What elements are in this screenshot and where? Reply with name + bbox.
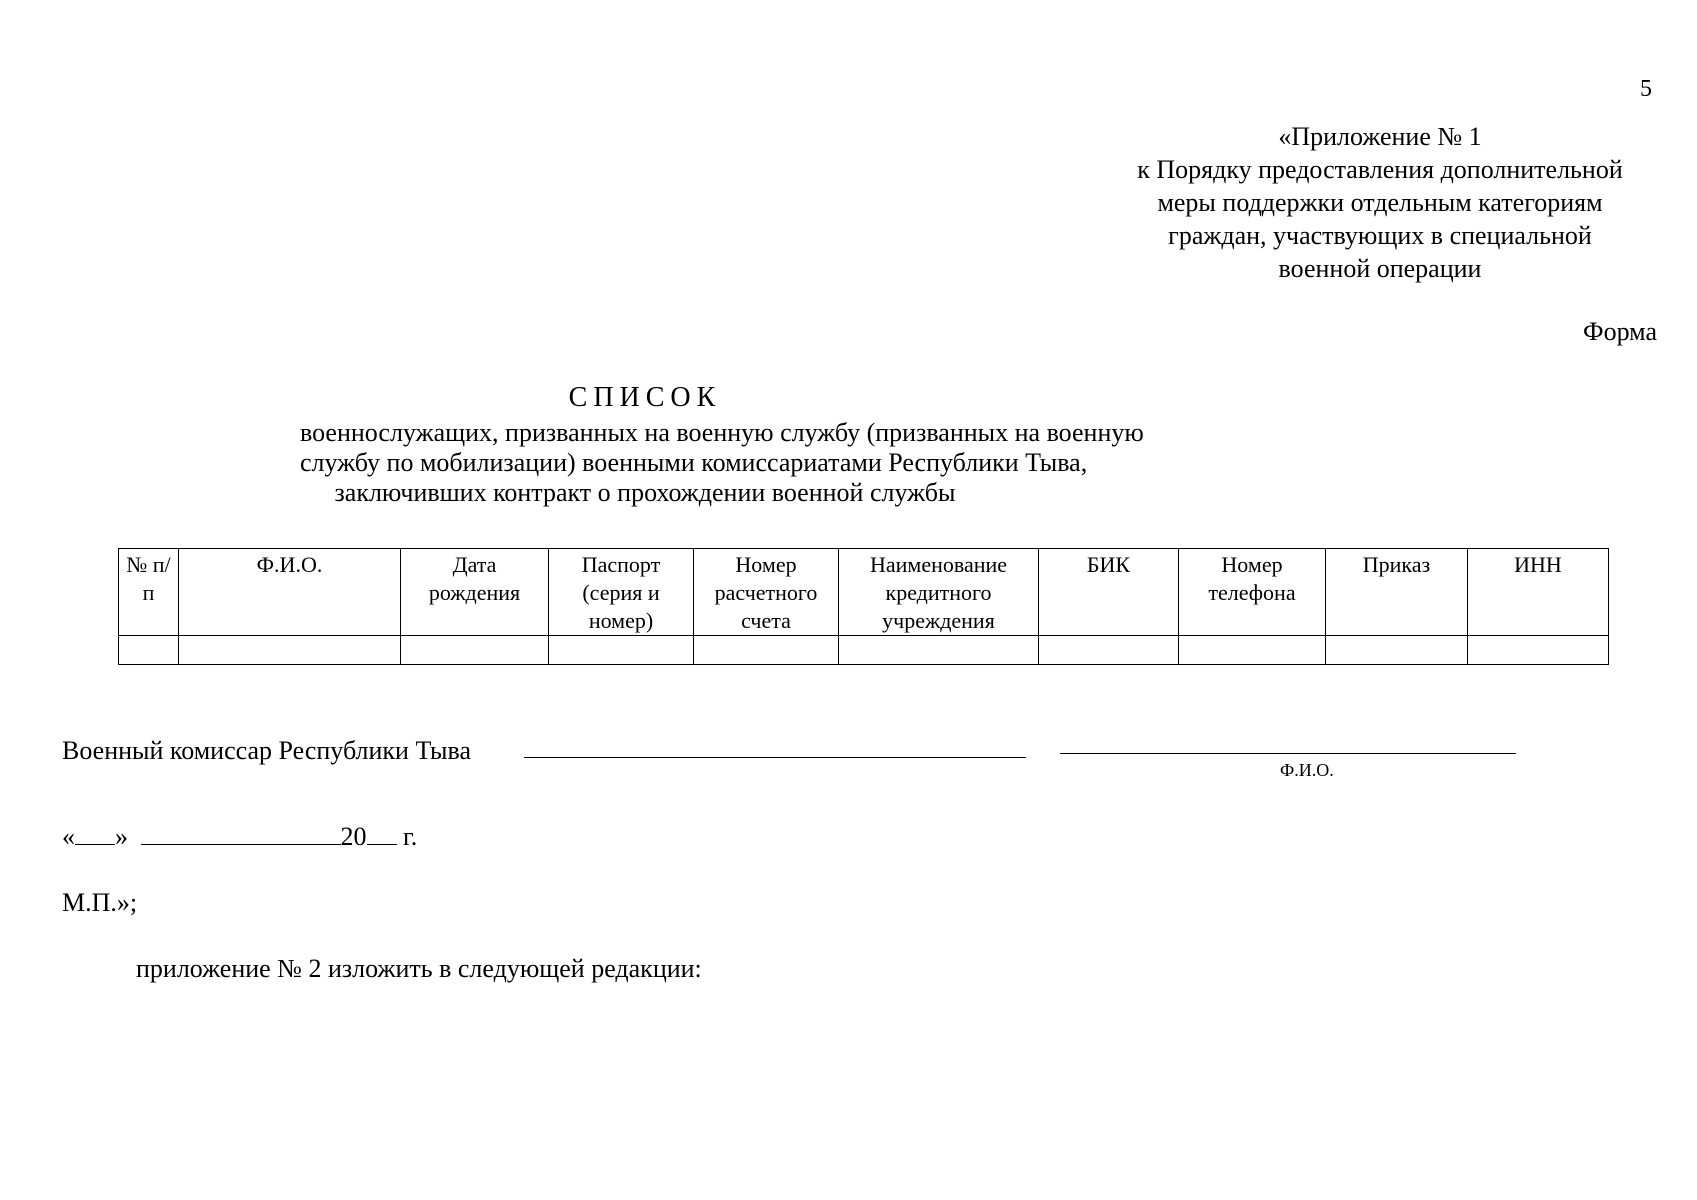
- header-cell-passport: Паспорт (серия и номер): [549, 549, 694, 636]
- year-suffix: г.: [403, 822, 418, 851]
- document-subtitle: [300, 418, 1144, 508]
- table-cell: [119, 636, 179, 665]
- day-blank: [75, 824, 115, 845]
- table-cell: [401, 636, 549, 665]
- year-prefix: 20: [340, 822, 367, 851]
- signature-line: [524, 757, 1026, 758]
- stamp-label: М.П.»;: [62, 888, 138, 917]
- table-cell: [1179, 636, 1326, 665]
- table-header-row: [119, 549, 1609, 636]
- header-cell-fio: Ф.И.О.: [179, 549, 401, 636]
- header-cell-birth-date: Дата рождения: [401, 549, 549, 636]
- appendix-line: меры поддержки отдельным категориям: [1157, 188, 1603, 217]
- appendix-header: [1100, 120, 1660, 285]
- document-title: СПИСОК: [568, 382, 722, 413]
- table-cell: [1326, 636, 1468, 665]
- page-number: 5: [1640, 76, 1652, 102]
- appendix-line: «Приложение № 1: [1278, 122, 1482, 151]
- subtitle-line: военнослужащих, призванных на военную службу (призванных на военную: [300, 418, 1144, 447]
- date-close-quote: »: [115, 822, 128, 851]
- header-cell-bik: БИК: [1039, 549, 1179, 636]
- appendix-line: граждан, участвующих в специальной: [1168, 221, 1592, 250]
- servicemen-list-table: [118, 548, 1609, 665]
- year-blank: [367, 824, 397, 845]
- form-label: Форма: [1583, 317, 1657, 346]
- month-blank: [141, 824, 341, 845]
- appendix-line: к Порядку предоставления дополнительной: [1137, 155, 1623, 184]
- header-cell-number: № п/п: [119, 549, 179, 636]
- table-row: [119, 636, 1609, 665]
- header-cell-account-number: Номер расчетного счета: [694, 549, 839, 636]
- next-paragraph: приложение № 2 изложить в следующей редакции:: [136, 954, 702, 983]
- header-cell-phone: Номер телефона: [1179, 549, 1326, 636]
- table-cell: [179, 636, 401, 665]
- header-cell-inn: ИНН: [1468, 549, 1609, 636]
- table-cell: [694, 636, 839, 665]
- table-cell: [839, 636, 1039, 665]
- table-cell: [549, 636, 694, 665]
- date-line: [62, 822, 417, 852]
- appendix-line: военной операции: [1278, 254, 1482, 283]
- signatory-label: Военный комиссар Республики Тыва: [62, 736, 471, 765]
- header-cell-order: Приказ: [1326, 549, 1468, 636]
- subtitle-line: заключивших контракт о прохождении военной службы: [334, 478, 956, 507]
- table-cell: [1039, 636, 1179, 665]
- fio-line: [1060, 753, 1516, 754]
- header-cell-credit-institution: Наименование кредитного учреждения: [839, 549, 1039, 636]
- subtitle-line: службу по мобилизации) военными комиссариатами Республики Тыва,: [300, 448, 1088, 477]
- fio-caption: Ф.И.О.: [1280, 760, 1334, 780]
- table-cell: [1468, 636, 1609, 665]
- date-open-quote: «: [62, 822, 75, 851]
